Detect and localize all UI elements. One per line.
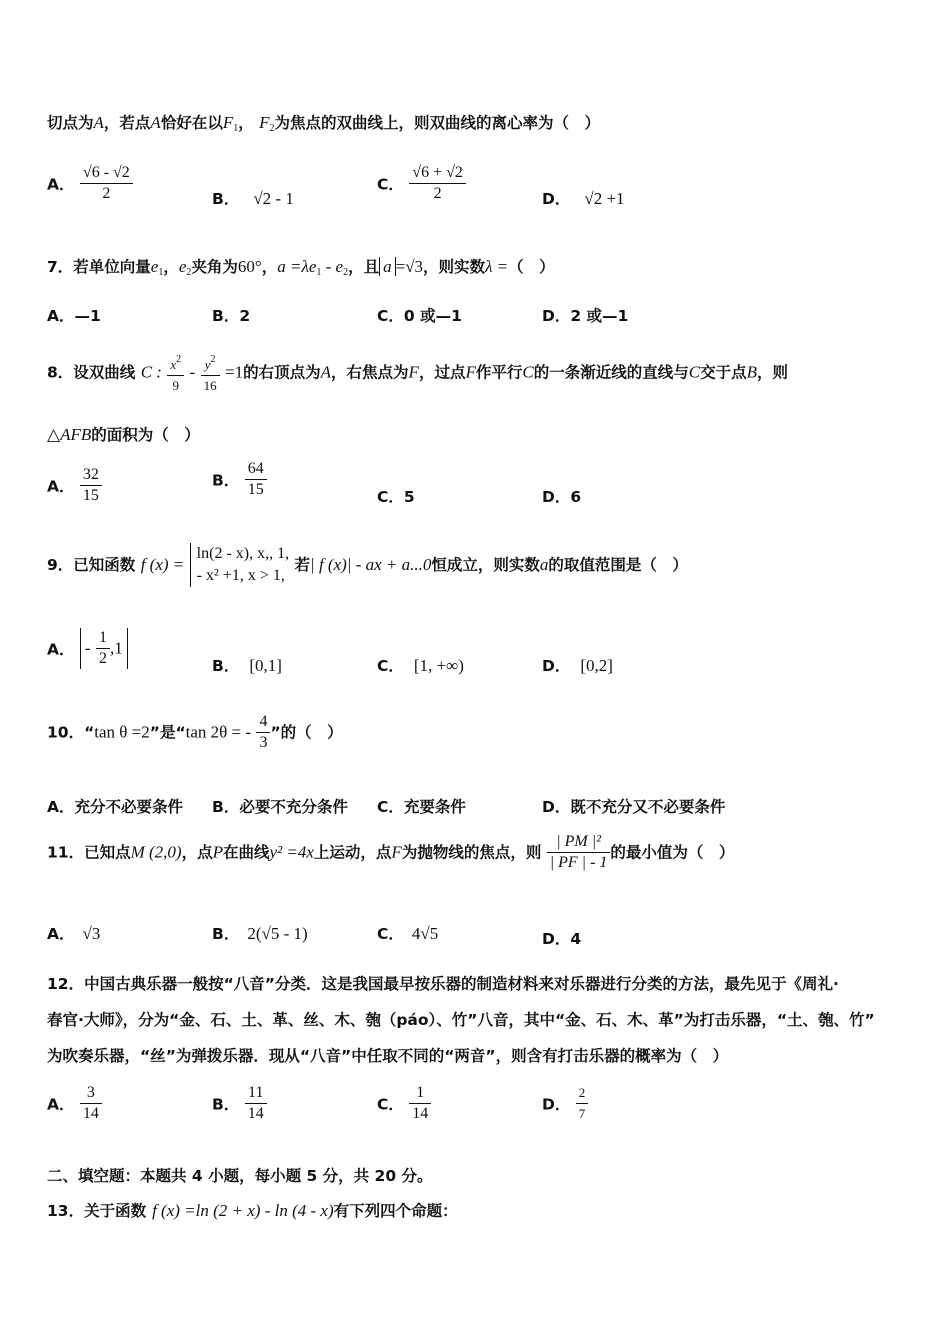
q11-option-a: A． √3 [47,924,101,943]
q11-option-b: B． 2(√5 - 1) [212,924,308,943]
q6-option-a: A． $\frac{√6 - √2}{2}$ [47,163,133,204]
q8-stem: 8．设双曲线 C : $\frac{x^2}{9}$ - $\frac{y^2}{16}$ =1的右顶点为A，右焦点为F，过点F作平行C的一条渐近线的直线与C交于点B，则 [47,350,788,396]
fraction: $\frac{√6 - √2}{2}$ [80,163,133,204]
q7-option-c: C．0 或—1 [377,307,462,325]
q8-option-a: A． $\frac{32}{15}$ [47,465,102,506]
q6-option-c: C． $\frac{√6 + √2}{2}$ [377,163,466,204]
q12-line3: 为吹奏乐器，“丝”为弹拨乐器．现从“八音”中任取不同的“两音”，则含有打击乐器的概率为（ ） [47,1047,729,1065]
q10-option-d: D．既不充分又不必要条件 [542,798,726,816]
q9-option-b: B． [0,1] [212,656,282,675]
piecewise-brace: ln(2 - x), x,, 1, - x² +1, x > 1, [190,543,289,587]
q11-option-d: D．4 [542,930,582,948]
q8-stem-line2: △AFB的面积为（ ） [47,425,200,444]
q12-option-d: D． $\frac{2}{7}$ [542,1083,588,1124]
section-heading: 二、填空题：本题共 4 小题，每小题 5 分，共 20 分。 [47,1167,433,1185]
q6-option-b: B． √2 - 1 [212,189,294,208]
q11-stem: 11．已知点M (2,0)，点P在曲线y² =4x上运动，点F为抛物线的焦点，则 $\frac{\text{| PM |²}}{| PF | - 1}$ 的最小值为（ ） [47,833,735,871]
q6-stem: 切点为A，若点A恰好在以$F_1$， $F_2$为焦点的双曲线上，则双曲线的离心率为（ ） [47,113,601,134]
q12-option-b: B． $\frac{11}{14}$ [212,1083,267,1124]
q8-option-b: B． $\frac{64}{15}$ [212,459,267,500]
q10-option-a: A．充分不必要条件 [47,798,184,816]
q6-option-d: D． √2 +1 [542,189,625,208]
q9-option-a: A． - $\frac{1}{2}$ ,1 [47,628,128,669]
q8-option-c: C．5 [377,488,415,506]
q13-stem: 13．关于函数 f (x) =ln (2 + x) - ln (4 - x)有下列四个命题： [47,1201,458,1220]
q9-option-d: D． [0,2] [542,656,613,675]
q7-option-d: D．2 或—1 [542,307,629,325]
q11-option-c: C． 4√5 [377,924,439,943]
q12-line1: 12．中国古典乐器一般按“八音”分类．这是我国最早按乐器的制造材料来对乐器进行分类的方法，最先见于《周礼· [47,975,839,993]
q12-option-c: C． $\frac{1}{14}$ [377,1083,431,1124]
q8-option-d: D．6 [542,488,582,506]
q10-option-b: B．必要不充分条件 [212,798,348,816]
q9-option-c: C． [1, +∞) [377,656,464,675]
fraction: $\frac{√6 + √2}{2}$ [409,163,466,204]
q10-stem: 10．“tan θ =2”是“tan 2θ = - $\frac{4}{3}$ ”的（ ） [47,713,343,751]
q7-stem: 7．若单位向量$e_1$，$e_2$夹角为60°，$a =\lambda e_1 - e_2$，且 a =√3，则实数λ =（ ） [47,257,555,278]
q7-option-a: A．—1 [47,307,101,325]
q7-option-b: B．2 [212,307,251,325]
q10-option-c: C．充要条件 [377,798,466,816]
q9-stem: 9．已知函数 f (x) = ln(2 - x), x,, 1, - x² +1, x > 1, 若| f (x)| - ax + a...0恒成立，则实数a的取值范围是（ ） [47,543,688,587]
q12-line2: 春官·大师》，分为“金、石、土、革、丝、木、匏（páo）、竹”八音，其中“金、石、木、革”为打击乐器，“土、匏、竹” [47,1011,875,1029]
q12-option-a: A． $\frac{3}{14}$ [47,1083,102,1124]
